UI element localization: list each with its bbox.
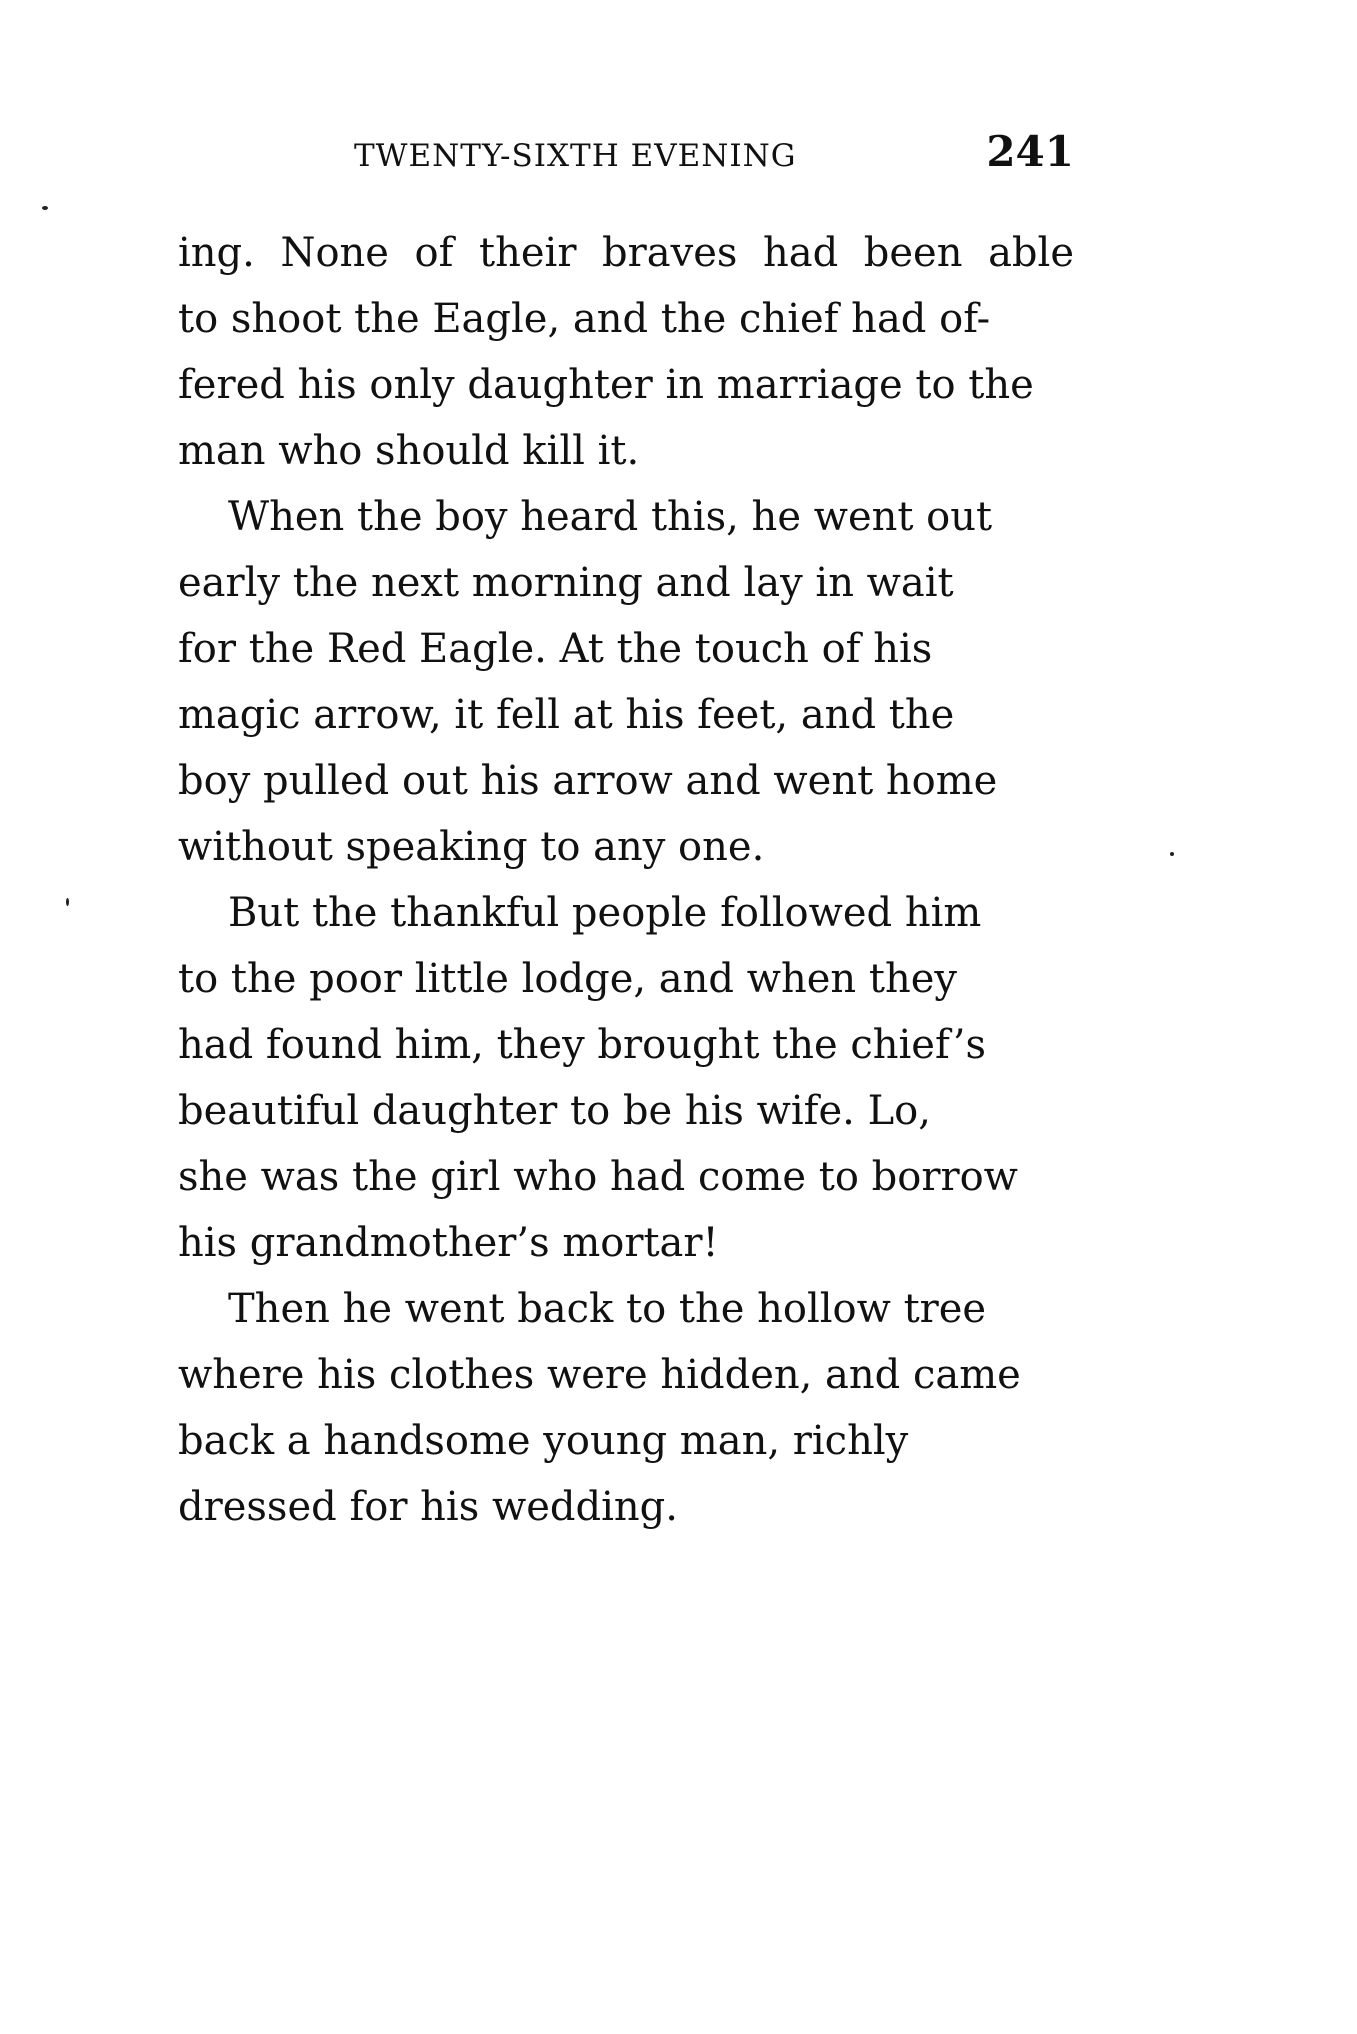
text-line: beautiful daughter to be his wife. Lo,: [178, 1088, 931, 1134]
running-head: [178, 122, 1074, 182]
chapter-title: TWENTY-SIXTH EVENING: [354, 138, 797, 174]
text-line: she was the girl who had come to borrow: [178, 1154, 1018, 1200]
paragraph-4: [178, 1276, 1074, 1540]
body-text: [178, 220, 1074, 1540]
text-line: magic arrow, it fell at his feet, and the: [178, 692, 955, 738]
text-line: ing. None of their braves had been able: [178, 230, 1074, 276]
text-line: without speaking to any one.: [178, 824, 765, 870]
paragraph-2: [178, 484, 1074, 880]
text-line: back a handsome young man, richly: [178, 1418, 909, 1464]
text-line: for the Red Eagle. At the touch of his: [178, 626, 933, 672]
text-line: had found him, they brought the chief’s: [178, 1022, 986, 1068]
text-line: fered his only daughter in marriage to the: [178, 362, 1034, 408]
page-number: 241: [986, 127, 1074, 176]
text-line: dressed for his wedding.: [178, 1484, 678, 1530]
paragraph-3: [178, 880, 1074, 1276]
paragraph-1: [178, 220, 1074, 484]
text-line: Then he went back to the hollow tree: [228, 1286, 987, 1332]
text-line: to the poor little lodge, and when they: [178, 956, 957, 1002]
text-line: to shoot the Eagle, and the chief had of-: [178, 296, 991, 342]
text-line: where his clothes were hidden, and came: [178, 1352, 1021, 1398]
text-line: his grandmother’s mortar!: [178, 1220, 719, 1266]
ink-speck: [1170, 852, 1174, 856]
ink-speck: [42, 206, 48, 210]
text-line: man who should kill it.: [178, 428, 640, 474]
text-line: early the next morning and lay in wait: [178, 560, 954, 606]
text-line: When the boy heard this, he went out: [228, 494, 993, 540]
ink-speck: [66, 898, 69, 906]
text-line: But the thankful people followed him: [228, 890, 982, 936]
text-line: boy pulled out his arrow and went home: [178, 758, 998, 804]
